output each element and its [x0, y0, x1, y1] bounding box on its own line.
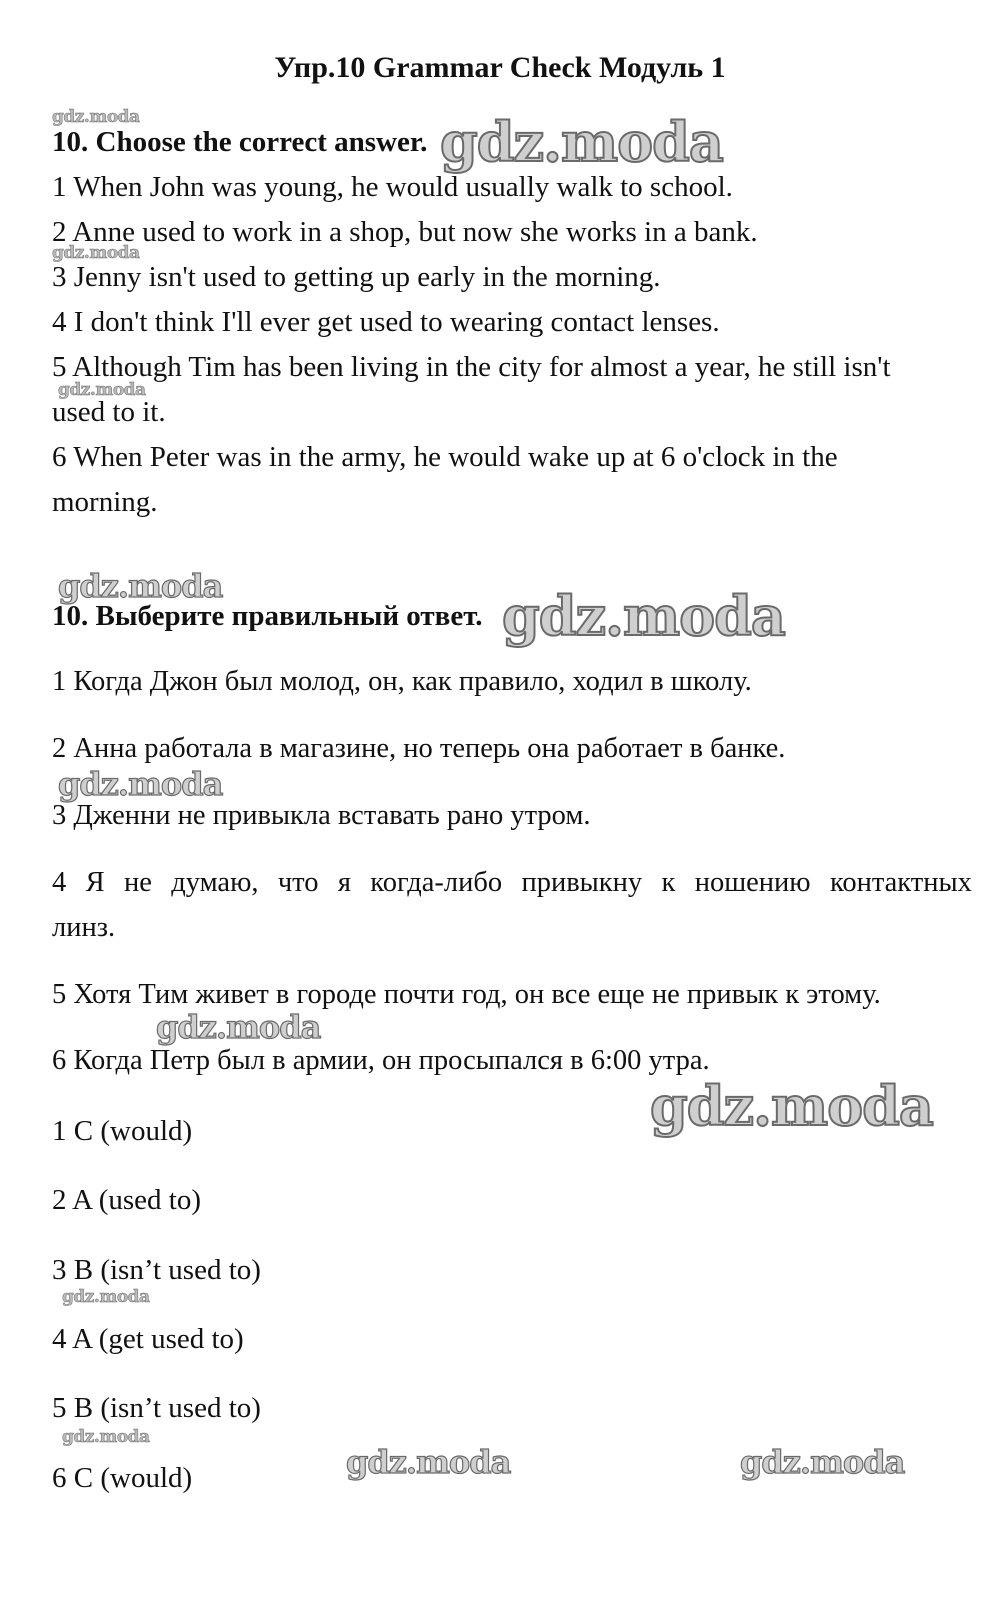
watermark: gdz.moda	[740, 1443, 905, 1481]
english-item-5-cont: used to it.	[52, 396, 166, 428]
word: когда-либо	[370, 867, 503, 898]
watermark: gdz.moda	[52, 243, 140, 263]
watermark: gdz.moda	[650, 1074, 933, 1138]
word: что	[277, 867, 319, 898]
russian-item-6: 6 Когда Петр был в армии, он просыпался в 6:00 утра.	[52, 1045, 710, 1076]
watermark: gdz.moda	[62, 1427, 150, 1447]
watermark: gdz.moda	[52, 107, 140, 127]
watermark: gdz.moda	[346, 1443, 511, 1481]
word: 4	[52, 867, 67, 898]
watermark: gdz.moda	[58, 765, 223, 803]
russian-item-5: 5 Хотя Тим живет в городе почти год, он все еще не привык к этому.	[52, 979, 881, 1010]
english-item-6-cont: morning.	[52, 486, 158, 518]
english-item-5: 5 Although Tim has been living in the city for almost a year, he still isn't	[52, 351, 891, 383]
answer-1: 1 C (would)	[52, 1115, 193, 1147]
watermark: gdz.moda	[156, 1008, 321, 1046]
word: Я	[85, 867, 105, 898]
word: привыкну	[521, 867, 643, 898]
answer-5: 5 B (isn’t used to)	[52, 1392, 261, 1424]
answer-6: 6 C (would)	[52, 1462, 193, 1494]
russian-item-2: 2 Анна работала в магазине, но теперь она работает в банке.	[52, 733, 786, 764]
watermark: gdz.moda	[58, 380, 146, 400]
english-heading: 10. Choose the correct answer.	[52, 126, 428, 158]
answer-3: 3 B (isn’t used to)	[52, 1254, 261, 1286]
russian-item-3: 3 Дженни не привыкла вставать рано утром.	[52, 800, 591, 831]
answer-4: 4 A (get used to)	[52, 1323, 244, 1355]
word: контактных	[829, 867, 972, 898]
russian-heading: 10. Выберите правильный ответ.	[52, 600, 483, 632]
english-item-3: 3 Jenny isn't used to getting up early in the morning.	[52, 261, 661, 293]
word: я	[337, 867, 351, 898]
russian-item-4	[52, 865, 972, 901]
watermark: gdz.moda	[502, 584, 785, 648]
page-title: Упр.10 Grammar Check Модуль 1	[274, 51, 726, 84]
word: ношению	[694, 867, 811, 898]
english-item-2: 2 Anne used to work in a shop, but now she works in a bank.	[52, 216, 758, 248]
english-item-6: 6 When Peter was in the army, he would wake up at 6 o'clock in the	[52, 441, 838, 473]
russian-item-1: 1 Когда Джон был молод, он, как правило, ходил в школу.	[52, 666, 752, 697]
word: думаю,	[171, 867, 259, 898]
watermark: gdz.moda	[62, 1287, 150, 1307]
word: не	[123, 867, 152, 898]
watermark: gdz.moda	[58, 567, 223, 605]
watermark: gdz.moda	[440, 110, 723, 174]
english-item-4: 4 I don't think I'll ever get used to wearing contact lenses.	[52, 306, 720, 338]
word: к	[661, 867, 676, 898]
english-item-1: 1 When John was young, he would usually walk to school.	[52, 171, 733, 203]
russian-item-4-cont: линз.	[52, 912, 116, 943]
answer-2: 2 A (used to)	[52, 1184, 202, 1216]
